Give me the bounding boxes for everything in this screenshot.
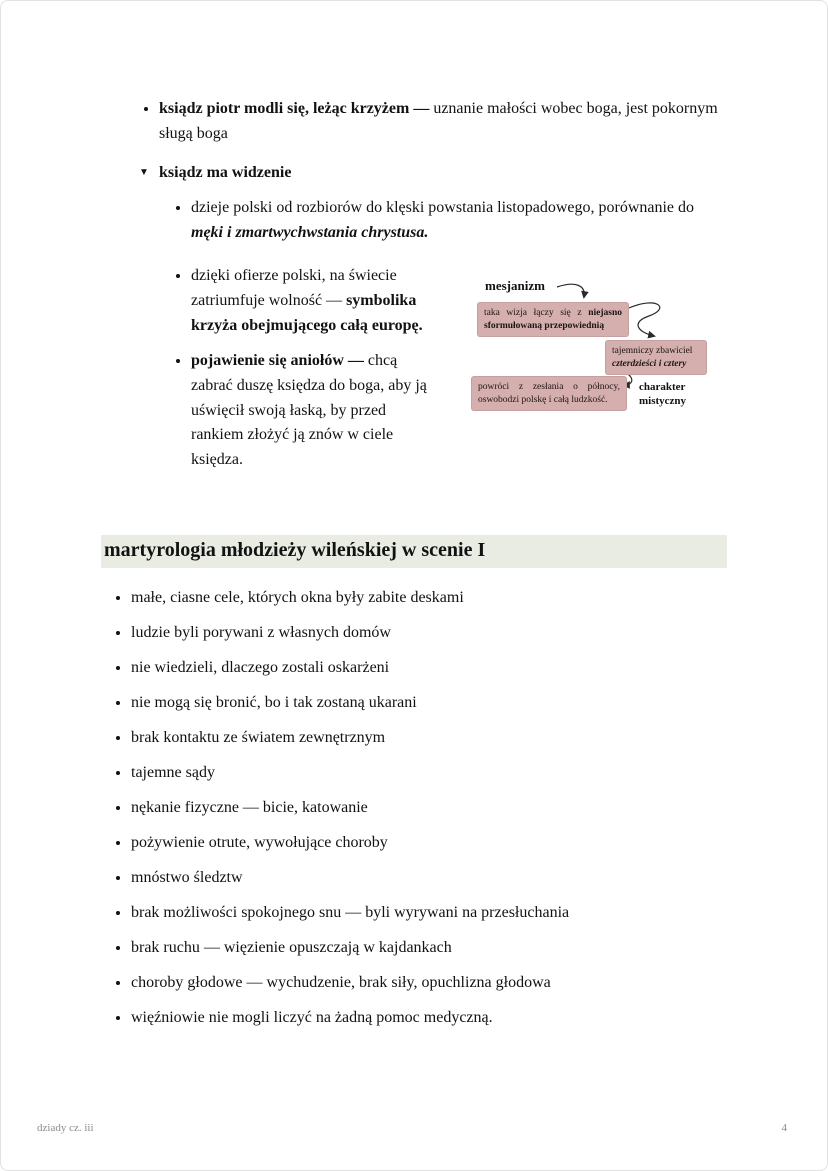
- list-item: • pożywienie otrute, wywołujące choroby: [131, 831, 727, 856]
- text-and-diagram-row: [173, 264, 727, 484]
- list-item: • więźniowie nie mogli liczyć na żadną pomoc medyczną.: [131, 1006, 727, 1031]
- list-item: • tajemne sądy: [131, 761, 727, 786]
- bullet-list-nested-narrow: [173, 264, 431, 474]
- bullet-item-ksiadz-piotr: [159, 97, 727, 147]
- bullet-text: uznanie małości wobec boga, jest pokornym sługą boga: [159, 100, 718, 142]
- list-item: • ludzie byli porywani z własnych domów: [131, 621, 727, 646]
- diagram-box-text: tajemniczy zbawiciel: [612, 345, 693, 356]
- narrow-text-column: [173, 264, 431, 484]
- diagram-box-zbawiciel: [605, 340, 707, 376]
- list-item: • brak możliwości spokojnego snu — byli wyrywani na przesłuchania: [131, 901, 727, 926]
- bullet-item-dzieje-polski: [191, 196, 727, 246]
- bullet-item-ofiara-polski: [191, 264, 431, 339]
- toggle-ksiadz-ma-widzenie: [139, 161, 727, 186]
- bullet-list-martyrologia: [101, 586, 727, 1030]
- arrow-box1-to-box2-icon: [629, 303, 660, 336]
- diagram-box-powrot: [471, 376, 627, 412]
- page-footer: [37, 1122, 787, 1134]
- diagram-side-label: charakter mistyczny: [639, 380, 687, 408]
- list-item: • małe, ciasne cele, których okna były zabite deskami: [131, 586, 727, 611]
- list-item: • nękanie fizyczne — bicie, katowanie: [131, 796, 727, 821]
- bullet-text: dzięki ofierze polski, na świecie zatriumfuje wolność —: [191, 266, 397, 309]
- diagram-box-text-bold: niejasno sformułowaną przepowiednią: [484, 307, 622, 331]
- toggle-label: ksiądz ma widzenie: [159, 163, 292, 181]
- footer-doc-title: dziady cz. iii: [37, 1122, 94, 1134]
- section-heading-martyrologia: martyrologia młodzieży wileńskiej w scenie I: [101, 535, 727, 568]
- mesjanizm-diagram: [471, 278, 726, 428]
- page-content: [1, 1, 827, 1031]
- list-item: • nie wiedzieli, dlaczego zostali oskarżeni: [131, 656, 727, 681]
- footer-page-number: 4: [781, 1122, 787, 1134]
- toggle-triangle-icon: ▼: [139, 166, 149, 178]
- list-item: • nie mogą się bronić, bo i tak zostaną ukarani: [131, 691, 727, 716]
- bullet-text-bold-italic: męki i zmartwychwstania chrystusa.: [191, 223, 429, 241]
- diagram-box-przepowiednia: [477, 302, 629, 338]
- bullet-list-top: [141, 97, 727, 147]
- bullet-text-bold: pojawienie się aniołów —: [191, 351, 364, 369]
- list-item: • mnóstwo śledztw: [131, 866, 727, 891]
- bullet-text-bold: ksiądz piotr modli się, leżąc krzyżem —: [159, 100, 430, 117]
- list-item: • choroby głodowe — wychudzenie, brak siły, opuchlizna głodowa: [131, 971, 727, 996]
- diagram-box-text: powróci z zesłania o północy, oswobodzi polskę i całą ludzkość.: [478, 381, 620, 405]
- bullet-text-bold: symbolika krzyża obejmującego całą europę.: [191, 291, 423, 334]
- bullet-item-pojawienie-aniolow: [191, 349, 431, 474]
- list-item: • brak ruchu — więzienie opuszczają w kajdankach: [131, 936, 727, 961]
- nested-block: [173, 196, 727, 484]
- arrow-title-to-box1-icon: [557, 284, 584, 297]
- bullet-text: chcą zabrać duszę księdza do boga, aby ją uświęcił swoją łaską, by przed rankiem złożyć ją znów w ciele księdza.: [191, 351, 427, 469]
- diagram-title: mesjanizm: [485, 277, 545, 293]
- diagram-box-text-bold-italic: czterdzieści i cztery: [612, 358, 687, 369]
- bullet-text: dzieje polski od rozbiorów do klęski powstania listopadowego, porównanie do: [191, 198, 695, 216]
- list-item: • brak kontaktu ze światem zewnętrznym: [131, 726, 727, 751]
- diagram-box-text: taka wizja łączy się z: [484, 307, 589, 318]
- bullet-list-nested: [173, 196, 727, 246]
